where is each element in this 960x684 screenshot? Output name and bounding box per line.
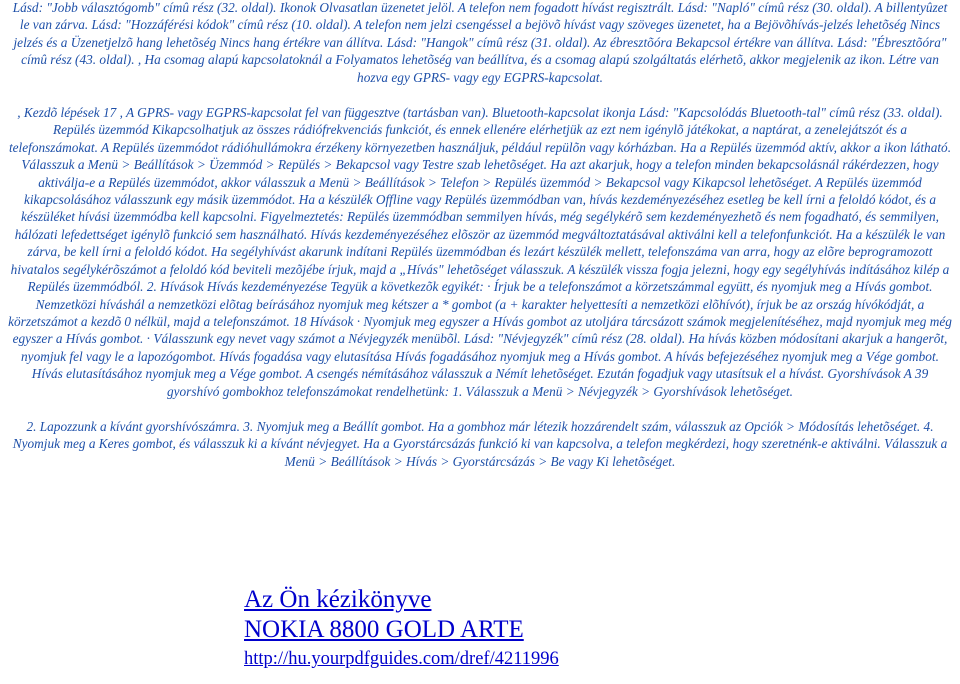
manual-title-link[interactable]: Az Ön kézikönyve xyxy=(244,586,432,613)
paragraph-icons: Lásd: "Jobb választógomb" címû rész (32. oldal). Ikonok Olvasatlan üzenetet jelöl. A telefon nem fogadott hívást regisztrált. Lásd: "Napló" címû rész (30. oldal). A billentyûzet le van zárva. Lásd: "Hozzáférési kódok" címû rész (10. oldal). A telefon nem jelzi csengéssel a bejövõ hívást vagy szöveges üzenetet, ha a Bejövõhívás-jelzés lehetõség Nincs jelzés és a Üzenetjelzõ hang lehetõség Nincs hang értékre van állítva. Lásd: "Hangok" címû rész (31. oldal). Az ébresztõóra Bekapcsol értékre van állítva. Lásd: "Ébresztõóra" címû rész (43. oldal). , Ha csomag alapú kapcsolatoknál a Folyamatos lehetõség van beállítva, és a csomag alapú szolgáltatás elérhetõ, akkor megjelenik az ikon. Létre van hozva egy GPRS- vagy egy EGPRS-kapcsolat. xyxy=(12,0,948,85)
paragraph-speed-dial: 2. Lapozzunk a kívánt gyorshívószámra. 3. Nyomjuk meg a Beállít gombot. Ha a gombhoz már létezik hozzárendelt szám, válasszuk az Opciók > Módosítás lehetõséget. 4. Nyomjuk meg a Keres gombot, és válasszuk ki a kívánt névjegyet. Ha a Gyorstárcsázás funkció ki van kapcsolva, a telefon megkérdezi, hogy szeretnénk-e aktiválni. Válasszuk a Menü > Beállítások > Hívás > Gyorstárcsázás > Be vagy Ki lehetõséget. xyxy=(12,418,948,469)
guide-url-link[interactable]: http://hu.yourpdfguides.com/dref/4211996 xyxy=(244,649,559,669)
footer-links xyxy=(244,585,559,670)
product-name-link[interactable]: NOKIA 8800 GOLD ARTE xyxy=(244,616,524,643)
paragraph-flight-mode-calls: , Kezdõ lépések 17 , A GPRS- vagy EGPRS-kapcsolat fel van függesztve (tartásban van). Bluetooth-kapcsolat ikonja Lásd: "Kapcsolódás Bluetooth-tal" címû rész (33. oldal). Repülés üzemmód Kikapcsolhatjuk az összes rádiófrekvenciás funkciót, és ennek ellenére elérhetjük az ezt nem igénylõ játékokat, a naptárat, a zenelejátszót és a telefonszámokat. A Repülés üzemmódot rádióhullámokra érzékeny környezetben használjuk, például repülõn vagy kórházban. Ha a Repülés üzemmód aktív, akkor a ikon látható. Válasszuk a Menü > Beállítások > Üzemmód > Repülés > Bekapcsol vagy Testre szab lehetõséget. Ha azt akarjuk, hogy a telefon minden bekapcsolásnál rákérdezzen, hogy aktiválja-e a Repülés üzemmódot, akkor válasszuk a Menü > Beállítások > Telefon > Repülés üzemmód > Bekapcsol vagy Kikapcsol lehetõséget. A Repülés üzemmód kikapcsolásához válasszunk egy másik üzemmódot. Ha a készülék Offline vagy Repülés üzemmódban van, hívás kezdeményezéséhez esetleg be kell írni a feloldó kódot, és a készüléket hívási üzemmódba kell kapcsolni. Figyelmeztetés: Repülés üzemmódban semmilyen hívás, még segélykérõ sem kezdeményezhetõ és nem fogadható, és semmilyen, hálózati lefedettséget igénylõ funkció sem használható. Hívás kezdeményezéséhez elõször az üzemmód megváltoztatásával aktiválni kell a telefonfunkciót. Ha a készülék le van zárva, be kell írni a feloldó kódot. Ha segélyhívást akarunk indítani Repülés üzemmódban és lezárt készülék mellett, telefonszáma van arra, hogy az elõre beprogramozott hivatalos segélykérõszámot a feloldó kód beviteli mezõjébe írjuk, majd a „Hívás" lehetõséget válasszuk. A készülék vissza fogja jelezni, hogy egy segélyhívás indításához kilép a Repülés üzemmódból. 2. Hívások Hívás kezdeményezése Tegyük a következõk egyikét: · Írjuk be a telefonszámot a körzetszámmal együtt, és nyomjuk meg a Hívás gombot. Nemzetközi híváshál a nemzetközi elõtag beírásához nyomjuk meg kétszer a * gombot (a + karakter helyettesíti a nemzetközi elõhívót), írjuk be az ország hívókódját, a körzetszámot a kezdõ 0 nélkül, majd a telefonszámot. 18 Hívások · Nyomjuk meg egyszer a Hívás gombot az utoljára tárcsázott számok megjelenítéséhez, majd nyomjuk meg még egyszer a Hívás gombot. · Válasszunk egy nevet vagy számot a Névjegyzék menübõl. Lásd: "Névjegyzék" címû rész (28. oldal). Ha hívás közben módosítani akarjuk a hangerõt, nyomjuk fel vagy le a lapozógombot. Hívás fogadása vagy elutasítása Hívás fogadásához nyomjuk meg a Hívás gombot. A hívás befejezéséhez nyomjuk meg a Vége gombot. Hívás elutasításához nyomjuk meg a Vége gombot. A csengés némításához válasszuk a Némít lehetõséget. Ezután fogadjuk vagy utasítsuk el a hívást. Gyorshívások A 39 gyorshívó gombokhoz telefonszámokat rendelhetünk: 1. Válasszuk a Menü > Névjegyzék > Gyorshívások lehetõséget. xyxy=(8,105,952,399)
